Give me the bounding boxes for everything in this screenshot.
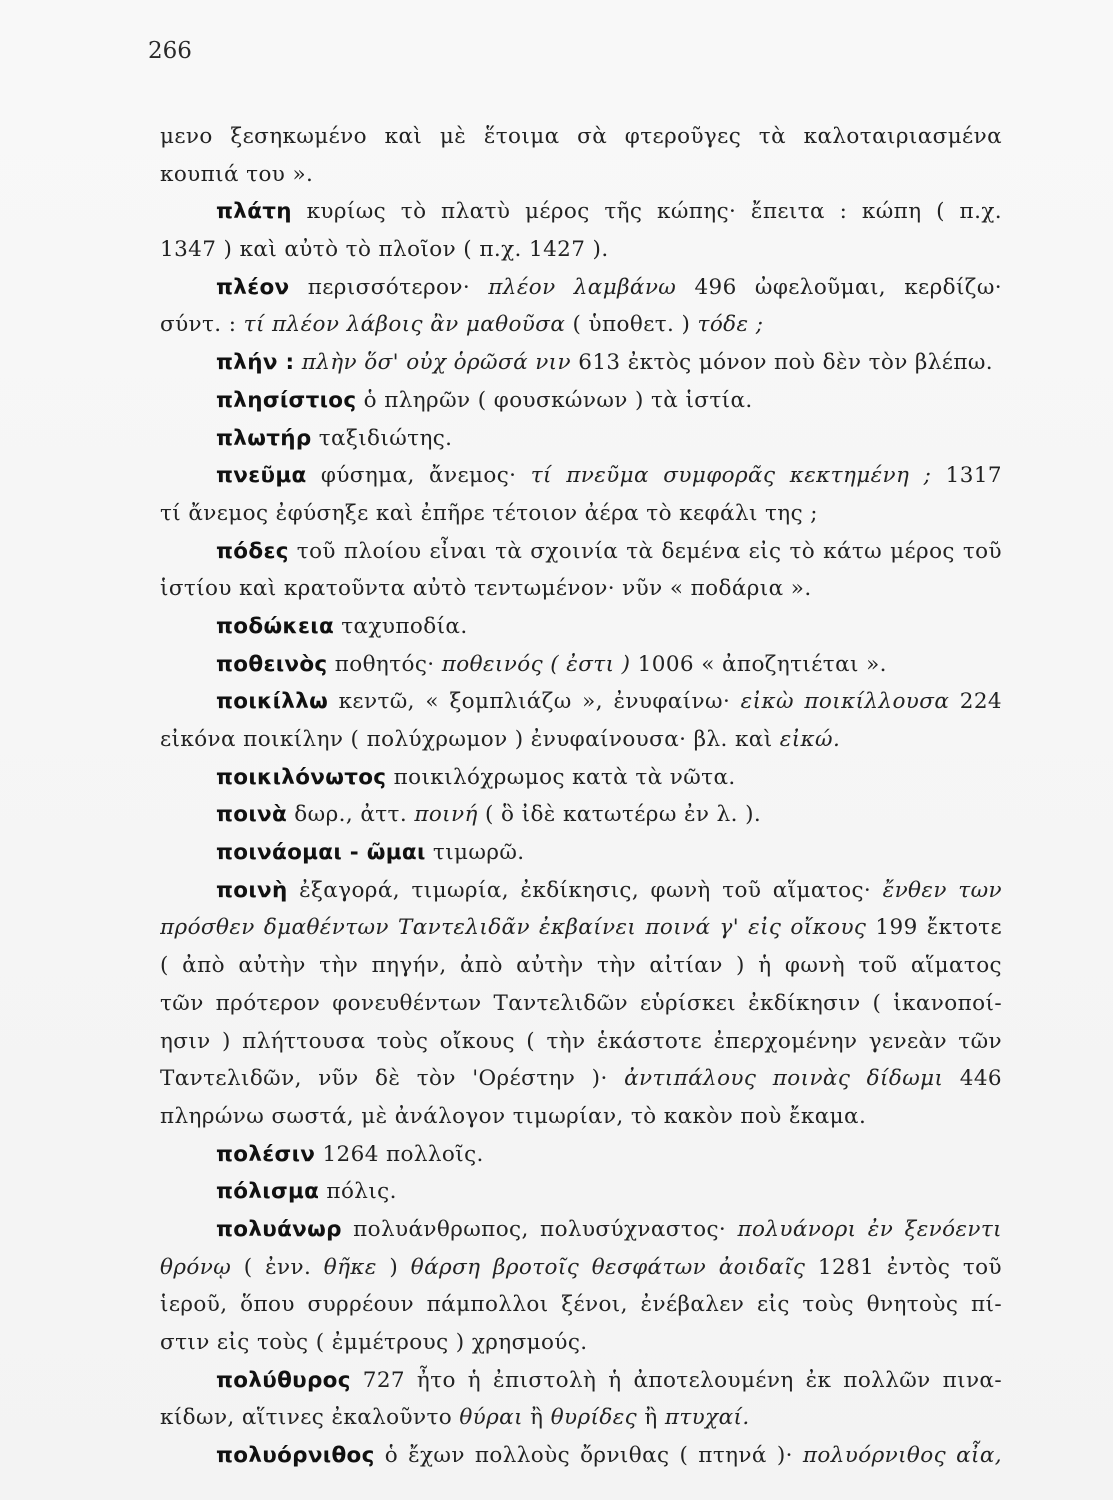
headword: ποινὰ (216, 802, 288, 828)
definition-text: ἐξαγορά, τιμωρία, ἐκδίκησις, φωνὴ τοῦ αἵματος· (287, 877, 883, 903)
headword: ποινὴ (216, 877, 288, 903)
headword: ποικίλλω (216, 689, 329, 715)
quotation-text: ποινή (414, 802, 478, 828)
quotation-text: τί πνεῦμα συμφορᾶς κεκτημένη ; (530, 463, 932, 489)
entry-line (160, 759, 1002, 797)
entry-line (160, 608, 1002, 646)
entry-line (160, 1437, 1002, 1475)
quotation-text: πτυχαί. (664, 1405, 750, 1431)
entry-line (160, 1173, 1002, 1211)
entry-line (160, 1136, 1002, 1174)
definition-text: Ταντελιδῶν, νῦν δὲ τὸν 'Ορέστην )· (160, 1066, 625, 1092)
definition-text: ὁ ἔχων πολλοὺς ὄρνιθας ( πτηνά )· (374, 1443, 803, 1469)
text-line (160, 947, 1002, 985)
text-line (160, 570, 1002, 608)
text-line (160, 1060, 1002, 1098)
quotation-text: πρόσθεν δμαθέντων Ταντελιδᾶν ἐκβαίνει ποινά γ' εἰς οἴκους (160, 915, 867, 941)
definition-text: 1264 πολλοῖς. (315, 1141, 484, 1167)
definition-text: 224 (949, 689, 1002, 715)
text-line (160, 495, 1002, 533)
entry-line (160, 796, 1002, 834)
definition-text: ( ὃ ἰδὲ κατωτέρω ἐν λ. ). (477, 802, 762, 828)
definition-text: ησιν ) πλήττουσα τοὺς οἴκους ( τὴν ἑκάστοτε ἐπερχομένην γενεὰν τῶν (160, 1028, 1002, 1054)
glossary-entries (160, 118, 1002, 1475)
text-line (160, 1324, 1002, 1362)
definition-text: 1317 (931, 463, 1002, 489)
entry-line (160, 269, 1002, 307)
definition-text: 496 ὠφελοῦμαι, κερδίζω· (676, 274, 1002, 300)
definition-text: στιν εἰς τοὺς ( ἐμμέτρους ) χρησμούς. (160, 1330, 588, 1355)
definition-text: ἢ (522, 1405, 551, 1431)
entry-line (160, 193, 1002, 231)
definition-text: 1006 « ἀποζητιέται ». (630, 651, 887, 677)
definition-text: ὁ πληρῶν ( φουσκώνων ) τὰ ἱστία. (356, 387, 753, 413)
definition-text: κεντῶ, « ξομπλιάζω », ἐνυφαίνω· (328, 689, 741, 715)
text-line (160, 1399, 1002, 1437)
page-number: 266 (148, 38, 192, 64)
definition-text: 727 ἦτο ἡ ἐπιστολὴ ἡ ἀποτελουμένη ἐκ πολλῶν πινα- (350, 1367, 1002, 1393)
headword: πολυάνωρ (216, 1216, 342, 1242)
text-line (160, 118, 1002, 156)
definition-text: 1347 ) καὶ αὐτὸ τὸ πλοῖον ( π.χ. 1427 ). (160, 237, 609, 263)
text-line (160, 1098, 1002, 1136)
quotation-text: τόδε ; (697, 312, 764, 338)
entry-line (160, 420, 1002, 458)
headword: πλησίστιος (216, 387, 357, 413)
quotation-text: ποθεινός ( ἐστι ) (441, 651, 631, 677)
definition-text: κουπιά του ». (160, 161, 314, 187)
definition-text: ταχυποδία. (334, 613, 468, 639)
text-line (160, 1286, 1002, 1324)
definition-text: τοῦ πλοίου εἶναι τὰ σχοινία τὰ δεμένα εἰς τὸ κάτω μέρος τοῦ (288, 538, 1002, 564)
definition-text: 613 ἐκτὸς μόνον ποὺ δὲν τὸν βλέπω. (571, 350, 994, 376)
definition-text: κίδων, αἵτινες ἐκαλοῦντο (160, 1405, 460, 1431)
headword: πολυόρνιθος (216, 1443, 375, 1469)
headword: ποικιλόνωτος (216, 764, 387, 790)
headword: ποδώκεια (216, 613, 335, 639)
quotation-text: ἀντιπάλους ποινὰς δίδωμι (624, 1066, 944, 1092)
definition-text: ἱστίου καὶ κρατοῦντα αὐτὸ τεντωμένον· νῦν « ποδάρια ». (160, 576, 812, 602)
definition-text: φύσημα, ἄνεμος· (306, 463, 531, 489)
text-line (160, 231, 1002, 269)
definition-text: τῶν πρότερον φονευθέντων Ταντελιδῶν εὑρίσκει ἐκδίκησιν ( ἱκανοποί- (160, 990, 1002, 1016)
entry-line (160, 457, 1002, 495)
headword: ποινάομαι - ῶμαι (216, 840, 426, 866)
definition-text: περισσότερον· (289, 274, 489, 300)
definition-text: δωρ., ἀττ. (287, 802, 415, 828)
headword: πλάτη (216, 199, 292, 225)
definition-text: 1281 ἐντὸς τοῦ (805, 1254, 1002, 1280)
headword: πλέον (216, 274, 290, 300)
definition-text: πληρώνω σωστά, μὲ ἀνάλογον τιμωρίαν, τὸ κακὸν ποὺ ἔκαμα. (160, 1103, 867, 1129)
definition-text: ( ἀπὸ αὐτὴν τὴν πηγήν, ἀπὸ αὐτὴν τὴν αἰτίαν ) ἡ φωνὴ τοῦ αἵματος (160, 953, 1002, 979)
definition-text: ( ἐνν. (231, 1254, 324, 1280)
definition-text: ταξιδιώτης. (311, 425, 453, 451)
definition-text: τί ἄνεμος ἐφύσηξε καὶ ἐπῆρε τέτοιον ἀέρα τὸ κεφάλι της ; (160, 500, 818, 526)
definition-text: ) (376, 1254, 411, 1280)
text-line (160, 985, 1002, 1023)
headword: πολύθυρος (216, 1367, 351, 1393)
headword: πολέσιν (216, 1141, 316, 1167)
quotation-text: πολυόρνιθος αἶα, (802, 1443, 1002, 1469)
entry-line (160, 1362, 1002, 1400)
headword: πλωτήρ (216, 425, 312, 451)
entry-line (160, 834, 1002, 872)
quotation-text: ἔνθεν των (882, 877, 1002, 903)
headword: ποθεινὸς (216, 651, 328, 677)
definition-text: σύντ. : (160, 312, 244, 338)
entry-line (160, 646, 1002, 684)
quotation-text: τί πλέον λάβοις ἂν μαθοῦσα (243, 312, 566, 338)
entry-line (160, 533, 1002, 571)
entry-line (160, 872, 1002, 910)
text-line (160, 306, 1002, 344)
headword: πόλισμα (216, 1179, 320, 1205)
definition-text (294, 350, 301, 375)
entry-line (160, 1211, 1002, 1249)
headword: πνεῦμα (216, 463, 307, 489)
headword: πόδες (216, 538, 289, 564)
quotation-text: πλὴν ὅσ' οὐχ ὁρῶσά νιν (301, 350, 571, 376)
text-line (160, 156, 1002, 194)
quotation-text: πλέον λαμβάνω (488, 274, 677, 300)
text-line (160, 909, 1002, 947)
definition-text: ποικιλόχρωμος κατὰ τὰ νῶτα. (386, 764, 736, 790)
definition-text: μενο ξεσηκωμένο καὶ μὲ ἕτοιμα σὰ φτεροῦγες τὰ καλοταιριασμένα (160, 124, 1002, 149)
definition-text: ποθητός· (327, 651, 442, 677)
definition-text: ( ὑποθετ. ) (565, 312, 698, 338)
text-line (160, 1249, 1002, 1287)
entry-line (160, 683, 1002, 721)
headword: πλήν : (216, 350, 295, 376)
quotation-text: πολυάνορι ἐν ξενόεντι (737, 1216, 1002, 1242)
definition-text: ἱεροῦ, ὅπου συρρέουν πάμπολλοι ξένοι, ἐνέβαλεν εἰς τοὺς θνητοὺς πί- (160, 1292, 1002, 1318)
quotation-text: θύραι (459, 1405, 523, 1431)
quotation-text: θῆκε (323, 1254, 377, 1280)
definition-text: 446 (943, 1066, 1002, 1092)
entry-line (160, 344, 1002, 382)
definition-text: 199 ἔκτοτε (866, 915, 1002, 941)
definition-text: πόλις. (319, 1179, 397, 1205)
definition-text: εἰκόνα ποικίλην ( πολύχρωμον ) ἐνυφαίνουσα· βλ. καὶ (160, 727, 780, 752)
quotation-text: εἰκὼ ποικίλλουσα (740, 689, 950, 715)
quotation-text: θάρση βροτοῖς θεσφάτων ἀοιδαῖς (410, 1254, 806, 1280)
definition-text: τιμωρῶ. (425, 840, 525, 866)
definition-text: ἢ (637, 1405, 665, 1431)
definition-text: κυρίως τὸ πλατὺ μέρος τῆς κώπης· ἔπειτα : κώπη ( π.χ. (291, 199, 1002, 225)
text-line (160, 721, 1002, 759)
text-line (160, 1023, 1002, 1061)
quotation-text: θρόνῳ (160, 1254, 232, 1280)
definition-text: πολυάνθρωπος, πολυσύχναστος· (341, 1216, 738, 1242)
entry-line (160, 382, 1002, 420)
quotation-text: εἰκώ. (779, 727, 841, 752)
quotation-text: θυρίδες (550, 1405, 638, 1431)
